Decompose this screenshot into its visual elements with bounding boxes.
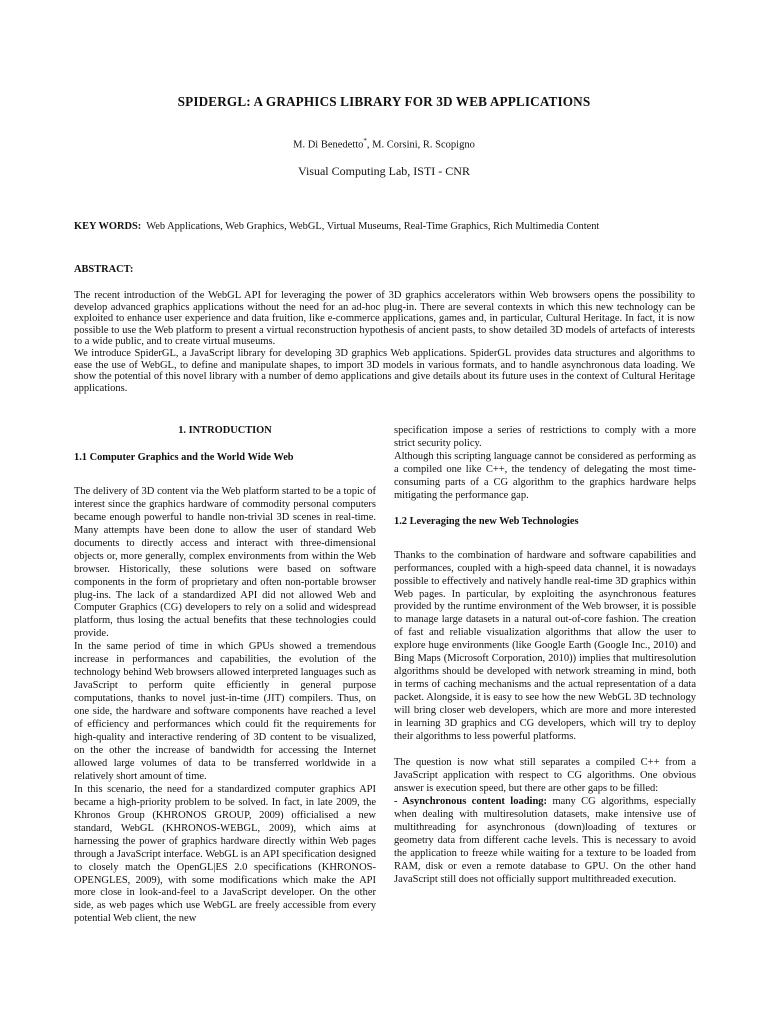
body-paragraph: specification impose a series of restrictions to comply with a more strict security policy.: [394, 425, 696, 449]
keywords: [74, 221, 714, 232]
spacer: [394, 744, 696, 757]
abstract-heading: ABSTRACT:: [74, 264, 134, 275]
author-footnote-mark: *: [363, 137, 367, 145]
keywords-label: KEY WORDS:: [74, 221, 142, 232]
abstract-paragraph: We introduce SpiderGL, a JavaScript library for developing 3D graphics Web applications. SpiderGL provides data structures and algorithms to ease the use of WebGL, to define and manipulate shapes, to import 3D models in various formats, and to handle asynchronous data loading. We show the potential of this novel library with a number of demo applications and give details about its future uses in the context of Cultural Heritage applications.: [74, 347, 695, 394]
subsection-heading-1-2: 1.2 Leveraging the new Web Technologies: [394, 515, 579, 527]
spacer: [394, 503, 696, 516]
body-paragraph: In this scenario, the need for a standardized computer graphics API became a high-priority problem to be solved. In fact, in late 2009, the Khronos Group (KHRONOS GROUP, 2009) officialised a new standard, WebGL (KHRONOS-WEBGL, 2009), which aims at harnessing the power of graphics hardware directly within Web pages through a JavaScript interface. WebGL is an API specification designed to closely match the OpenGL|ES 2.0 specifications (KHRONOS-OPENGLES, 2009), with some modifications which make the API more close in look-and-feel to a JavaScript developer. On the other side, as web pages which use WebGL are freely accessible from every potential Web client, the new: [74, 783, 376, 925]
paper-title: SPIDERGL: A GRAPHICS LIBRARY FOR 3D WEB APPLICATIONS: [177, 94, 591, 109]
keywords-text: Web Applications, Web Graphics, WebGL, Virtual Museums, Real-Time Graphics, Rich Multimedia Content: [146, 221, 600, 232]
author-first: M. Di Benedetto: [293, 139, 364, 151]
author-list: [0, 137, 768, 151]
subsection-heading-1-1: 1.1 Computer Graphics and the World Wide Web: [74, 451, 294, 463]
author-rest: , M. Corsini, R. Scopigno: [366, 139, 475, 151]
body-paragraph: The delivery of 3D content via the Web platform started to be a topic of interest since the graphics hardware of commodity personal computers became enough powerful to handle non-trivial 3D scenes in real-time. Many attempts have been done to allow the user of standard Web documents to directly access and interact with three-dimensional objects or, more generally, complex environments from within the Web browser. Historically, these solutions were based on software components in the form of proprietary and often non-portable browser plug-ins. The lack of a standardized API did not allowed Web and Computer Graphics (CG) developers to rely on a solid and widespread platform, thus losing the actual benefits that these technologies could provide.: [74, 485, 376, 640]
right-column: [394, 425, 696, 887]
body-paragraph-async: [394, 796, 696, 887]
body-paragraph: The question is now what still separates a compiled C++ from a JavaScript application with respect to CG algorithms. One obvious answer is execution speed, but there are other gaps to be filled:: [394, 756, 696, 794]
body-paragraph: Thanks to the combination of hardware and software capabilities and performances, coupled with a high-speed data channel, it is nowadays possible to effectively and natively handle real-time 3D graphics within Web pages. In particular, by exploiting the asynchronous features provided by the runtime environment of the Web browser, it is possible to manage large datasets in a natural out-of-core fashion. The creation of fast and reliable visualization algorithms that allow the user to explore huge environments (like Google Earth (Google Inc., 2010) and Bing Maps (Microsoft Corporation, 2010)) implies that multiresolution algorithms should be developed with network streaming in mind, both in terms of caching mechanisms and the actual representation of a data packet. Alongside, it is easy to see how the new WebGL 3D technology will bring closer web developers, which are more and more interested in learning 3D graphics and CG developers, which will try to deploy their algorithms to less powerful platforms.: [394, 549, 696, 743]
section-heading-introduction: 1. INTRODUCTION: [178, 425, 272, 436]
left-column: [74, 425, 376, 926]
body-paragraph: Although this scripting language cannot be considered as performing as a compiled one like C++, the tendency of delegating the most time-consuming parts of a CG algorithm to the graphics hardware helps mitigating the performance gap.: [394, 450, 696, 501]
abstract-paragraph: The recent introduction of the WebGL API for leveraging the power of 3D graphics accelerators within Web browsers opens the possibility to develop advanced graphics applications without the need for an ad-hoc plug-in. There are several contexts in which this new technology can be exploited to enhance user experience and data fruition, like e-commerce applications, games and, in particular, Cultural Heritage. In fact, it is now possible to use the Web platform to present a virtual reconstruction hypothesis of ancient pasts, to show detailed 3D models of artefacts of interests to a wide public, and to create virtual museums.: [74, 290, 695, 348]
async-loading-text: many CG algorithms, especially when dealing with multiresolution datasets, make intensive use of multithreading for asynchronous (down)loading of textures or geometry data from different cache levels. This is necessary to avoid the application to freeze while waiting for a texture to be loaded from RAM, disk or even a remote database to GPU. On the other hand JavaScript still does not officially support multithreaded execution.: [394, 795, 697, 885]
abstract-body: [74, 290, 695, 394]
body-paragraph: In the same period of time in which GPUs showed a tremendous increase in performances and capabilities, the evolution of the technology behind Web browsers allowed interpreted languages such as JavaScript to perform quite efficiently in general purpose computations, thanks to novel just-in-time (JIT) compilers. Thus, on one side, the hardware and software components have reached a level of efficiency and performances which could fit the requirements for high-quality and interactive rendering of 3D content to be visualized, on the other the increase of bandwidth for accessing the Internet allowed large volumes of data to be transferred worldwide in a relatively short amount of time.: [74, 641, 376, 782]
affiliation: Visual Computing Lab, ISTI - CNR: [298, 164, 470, 178]
async-loading-label: - Asynchronous content loading:: [394, 795, 548, 807]
